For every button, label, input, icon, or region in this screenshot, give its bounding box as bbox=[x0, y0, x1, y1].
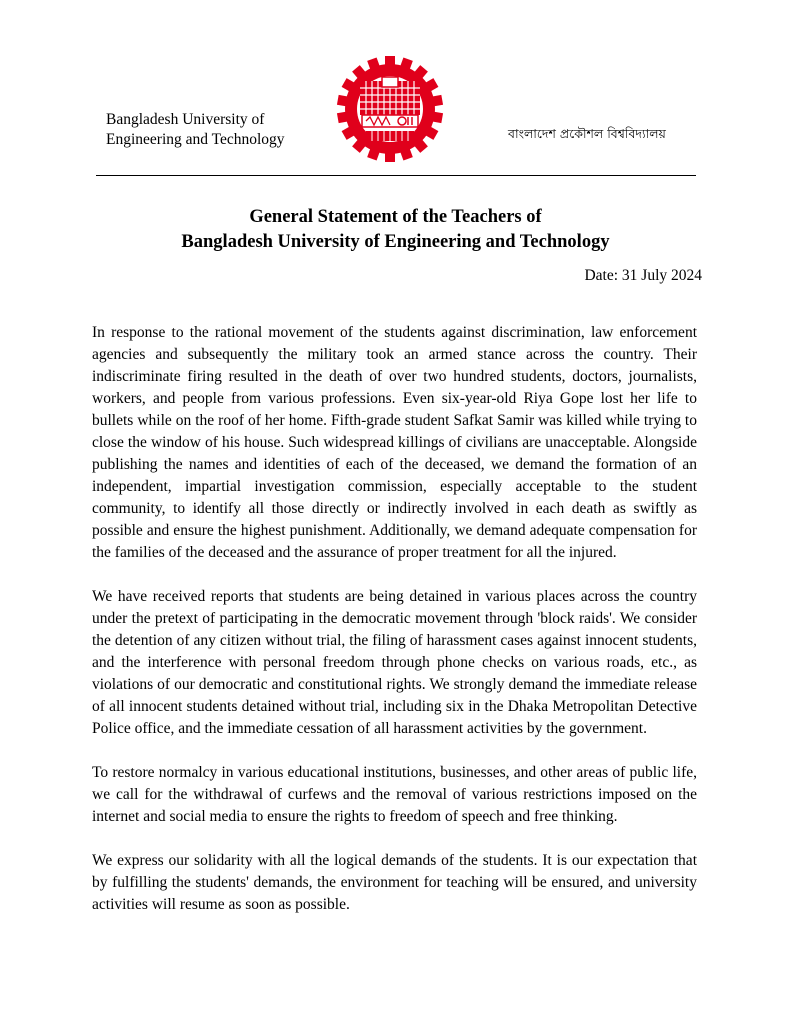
header-name-line-1: Bangladesh University of bbox=[106, 111, 265, 128]
paragraph-3: To restore normalcy in various educational institutions, businesses, and other areas of public life, we call for the withdrawal of curfews and the removal of various restrictions imposed on the internet and social media to ensure the rights to freedom of speech and free thinking. bbox=[92, 764, 697, 825]
header-university-name-bangla: বাংলাদেশ প্রকৌশল বিশ্ববিদ্যালয় bbox=[508, 126, 666, 141]
title-line-1: General Statement of the Teachers of bbox=[249, 207, 542, 227]
header-university-name-english bbox=[106, 110, 285, 150]
statement-body bbox=[92, 322, 697, 938]
document-date: Date: 31 July 2024 bbox=[584, 267, 702, 284]
header-name-line-2: Engineering and Technology bbox=[106, 131, 285, 148]
header-divider bbox=[96, 175, 696, 176]
paragraph-1: In response to the rational movement of the students against discrimination, law enforcement agencies and subsequently the military took an armed stance across the country. Their indiscriminate firing resulted in the death of over two hundred students, doctors, journalists, workers, and people from various professions. Even six-year-old Riya Gope lost her life to bullets while on the roof of her home. Fifth-grade student Safkat Samir was killed while trying to close the window of his house. Such widespread killings of civilians are unacceptable. Alongside publishing the names and identities of each of the deceased, we demand the formation of an independent, impartial investigation commission, especially acceptable to the student community, to identify all those directly or indirectly involved in each death as swiftly as possible and ensure the highest punishment. Additionally, we demand adequate compensation for the families of the deceased and the assurance of proper treatment for all the injured. bbox=[92, 324, 697, 561]
document-title bbox=[0, 205, 791, 255]
title-line-2: Bangladesh University of Engineering and Technology bbox=[181, 232, 610, 252]
buet-gear-logo-icon bbox=[336, 55, 444, 163]
paragraph-2: We have received reports that students are being detained in various places across the country under the pretext of participating in the democratic movement through 'block raids'. We consider the detention of any citizen without trial, the filing of harassment cases against innocent students, and the interference with personal freedom through phone checks on various roads, etc., as violations of our democratic and constitutional rights. We strongly demand the immediate release of all innocent students detained without trial, including six in the Dhaka Metropolitan Detective Police office, and the immediate cessation of all harassment activities by the government. bbox=[92, 588, 697, 737]
paragraph-4: We express our solidarity with all the logical demands of the students. It is our expectation that by fulfilling the students' demands, the environment for teaching will be ensured, and university activities will resume as soon as possible. bbox=[92, 852, 697, 913]
